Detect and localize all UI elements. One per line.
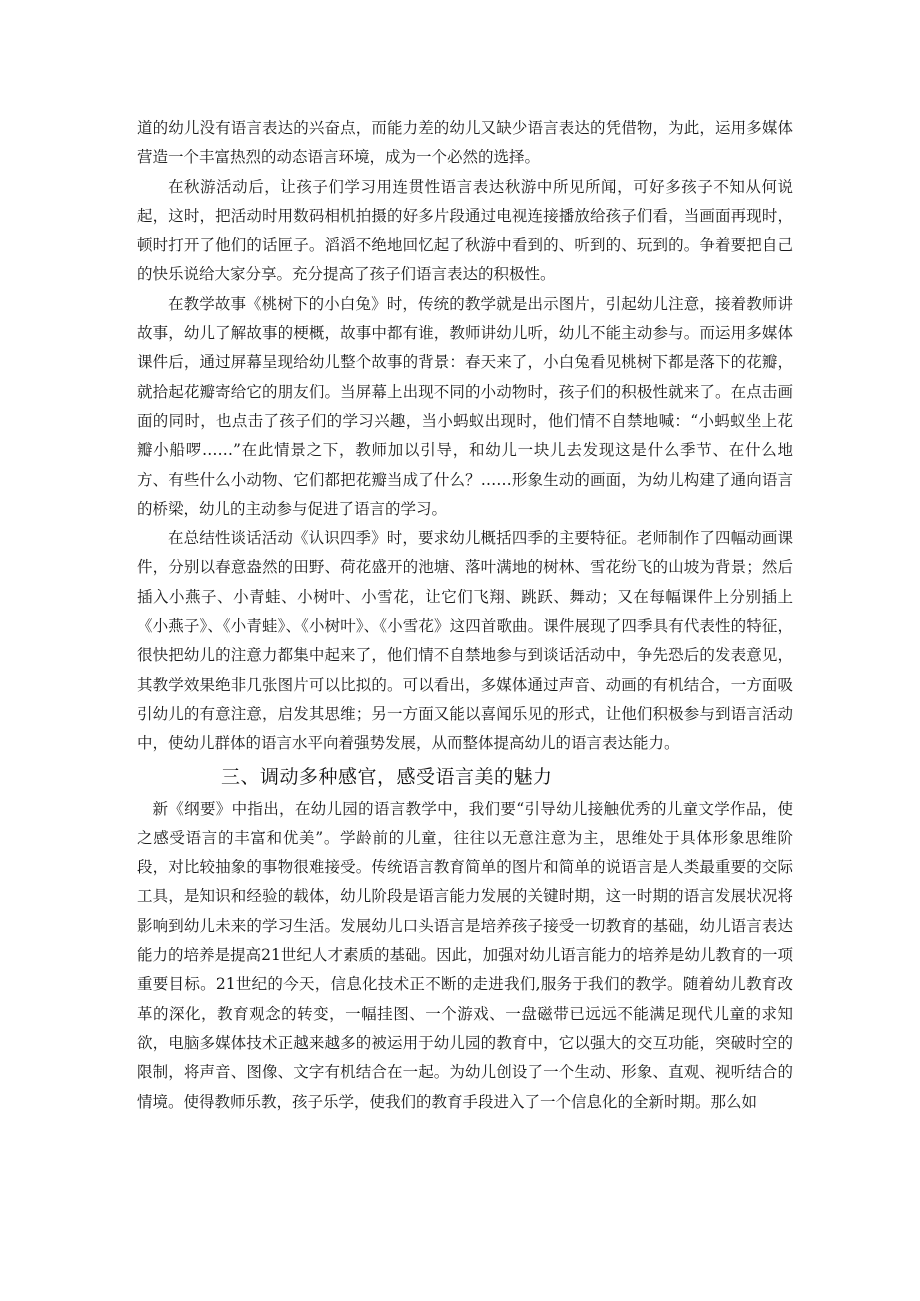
- paragraph-continuation: 道的幼儿没有语言表达的兴奋点，而能力差的幼儿又缺少语言表达的凭借物，为此，运用多媒体营造一个丰富热烈的动态语言环境，成为一个必然的选择。: [137, 119, 793, 167]
- paragraph-little-rabbit-story: 在教学故事《桃树下的小白兔》时，传统的教学就是出示图片，引起幼儿注意，接着教师讲故事，幼儿了解故事的梗概，故事中都有谁，教师讲幼儿听，幼儿不能主动参与。而运用多媒体课件后，通过屏幕呈现给幼儿整个故事的背景：春天来了，小白兔看见桃树下都是落下的花瓣，就拾起花瓣寄给它的朋友们。当屏幕上出现不同的小动物时，孩子们的积极性就来了。在点击画面的同时，也点击了孩子们的学习兴趣，当小蚂蚁出现时，他们情不自禁地喊：“小蚂蚁坐上花瓣小船啰……”在此情景之下，教师加以引导，和幼儿一块儿去发现这是什么季节、在什么地方、有些什么小动物、它们都把花瓣当成了什么？……形象生动的画面，为幼儿构建了通向语言的桥梁，幼儿的主动参与促进了语言的学习。: [137, 294, 793, 518]
- paragraph-new-outline: 新《纲要》中指出，在幼儿园的语言教学中，我们要“引导幼儿接触优秀的儿童文学作品，使之感受语言的丰富和优美”。学龄前的儿童，往往以无意注意为主，思维处于具体形象思维阶段，对比较抽象的事物很难接受。传统语言教育简单的图片和简单的说语言是人类最重要的交际工具，是知识和经验的载体，幼儿阶段是语言能力发展的关键时期，这一时期的语言发展状况将影响到幼儿未来的学习生活。发展幼儿口头语言是培养孩子接受一切教育的基础，幼儿语言表达能力的培养是提高21世纪人才素质的基础。因此，加强对幼儿语言能力的培养是幼儿教育的一项重要目标。21世纪的今天，信息化技术正不断的走进我们,服务于我们的教学。随着幼儿教育改革的深化，教育观念的转变，一幅挂图、一个游戏、一盘磁带已远远不能满足现代儿童的求知欲，电脑多媒体技术正越来越多的被运用于幼儿园的教育中，它以强大的交互功能，突破时空的限制，将声音、图像、文字有机结合在一起。为幼儿创设了一个生动、形象、直观、视听结合的情境。使得教师乐教，孩子乐学，使我们的教育手段进入了一个信息化的全新时期。那么如: [137, 799, 793, 1111]
- section-heading: 三、调动多种感官，感受语言美的魅力: [221, 765, 553, 788]
- paragraph-four-seasons: 在总结性谈话活动《认识四季》时，要求幼儿概括四季的主要特征。老师制作了四幅动画课件，分别以春意盎然的田野、荷花盛开的池塘、落叶满地的树林、雪花纷飞的山坡为背景；然后插入小燕子、小青蛙、小树叶、小雪花，让它们飞翔、跳跃、舞动；又在每幅课件上分别插上《小燕子》、《小青蛙》、《小树叶》、《小雪花》这四首歌曲。课件展现了四季具有代表性的特征，很快把幼儿的注意力都集中起来了，他们情不自禁地参与到谈话活动中，争先恐后的发表意见，其教学效果绝非几张图片可以比拟的。可以看出，多媒体通过声音、动画的有机结合，一方面吸引幼儿的有意注意，启发其思维；另一方面又能以喜闻乐见的形式，让他们积极参与到语言活动中，使幼儿群体的语言水平向着强势发展，从而整体提高幼儿的语言表达能力。: [137, 529, 793, 753]
- document-body: [137, 114, 793, 1117]
- paragraph-autumn-outing: 在秋游活动后，让孩子们学习用连贯性语言表达秋游中所见所闻，可好多孩子不知从何说起，这时，把活动时用数码相机拍摄的好多片段通过电视连接播放给孩子们看，当画面再现时，顿时打开了他们的话匣子。滔滔不绝地回忆起了秋游中看到的、听到的、玩到的。争着要把自己的快乐说给大家分享。充分提高了孩子们语言表达的积极性。: [137, 177, 793, 284]
